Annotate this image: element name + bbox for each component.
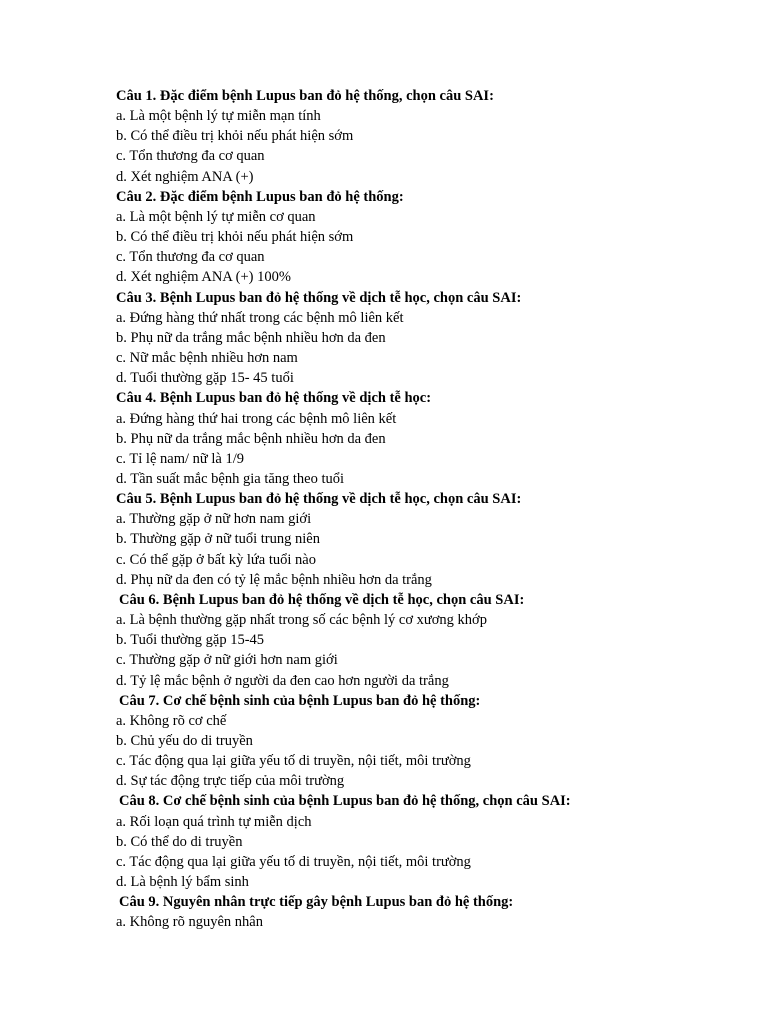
question-title: Câu 9. Nguyên nhân trực tiếp gây bệnh Lupus ban đỏ hệ thống: <box>119 894 514 911</box>
answer-option: a. Rối loạn quá trình tự miễn dịch <box>116 813 312 830</box>
answer-option: d. Xét nghiệm ANA (+) <box>116 168 254 185</box>
answer-option: a. Là một bệnh lý tự miễn cơ quan <box>116 208 316 225</box>
answer-option: a. Là bệnh thường gặp nhất trong số các bệnh lý cơ xương khớp <box>116 612 487 629</box>
answer-option: c. Nữ mắc bệnh nhiều hơn nam <box>116 350 298 367</box>
question-title: Câu 2. Đặc điểm bệnh Lupus ban đỏ hệ thống: <box>116 188 404 205</box>
question-title: Câu 6. Bệnh Lupus ban đỏ hệ thống về dịch tễ học, chọn câu SAI: <box>119 591 525 608</box>
answer-option: b. Phụ nữ da trắng mắc bệnh nhiều hơn da đen <box>116 329 386 346</box>
answer-option: c. Tổn thương đa cơ quan <box>116 148 265 165</box>
answer-option: d. Tỷ lệ mắc bệnh ở người da đen cao hơn người da trắng <box>116 672 449 689</box>
question-5 <box>116 489 736 590</box>
question-title: Câu 7. Cơ chế bệnh sinh của bệnh Lupus ban đỏ hệ thống: <box>119 692 481 709</box>
answer-option: d. Là bệnh lý bẩm sinh <box>116 874 249 891</box>
answer-option: c. Có thể gặp ở bất kỳ lứa tuổi nào <box>116 551 316 568</box>
answer-option: b. Có thể điều trị khỏi nếu phát hiện sớm <box>116 229 354 246</box>
question-9 <box>116 892 736 932</box>
answer-option: c. Tổn thương đa cơ quan <box>116 249 265 266</box>
answer-option: b. Chủ yếu do di truyền <box>116 733 253 749</box>
question-1 <box>116 86 736 187</box>
question-title: Câu 4. Bệnh Lupus ban đỏ hệ thống về dịch tễ học: <box>116 390 432 407</box>
answer-option: a. Không rõ cơ chế <box>116 712 227 729</box>
answer-option: d. Sự tác động trực tiếp của môi trường <box>116 773 345 790</box>
answer-option: d. Phụ nữ da đen có tỷ lệ mắc bệnh nhiều hơn da trắng <box>116 571 432 588</box>
question-title: Câu 8. Cơ chế bệnh sinh của bệnh Lupus ban đỏ hệ thống, chọn câu SAI: <box>119 793 571 810</box>
answer-option: a. Là một bệnh lý tự miễn mạn tính <box>116 108 321 125</box>
question-title: Câu 3. Bệnh Lupus ban đỏ hệ thống về dịch tễ học, chọn câu SAI: <box>116 289 522 306</box>
question-6 <box>116 590 736 691</box>
answer-option: b. Thường gặp ở nữ tuổi trung niên <box>116 531 320 548</box>
answer-option: c. Tỉ lệ nam/ nữ là 1/9 <box>116 450 244 467</box>
answer-option: c. Thường gặp ở nữ giới hơn nam giới <box>116 652 338 669</box>
answer-option: a. Thường gặp ở nữ hơn nam giới <box>116 511 312 528</box>
answer-option: b. Có thể do di truyền <box>116 833 243 850</box>
question-8 <box>116 791 736 892</box>
question-3 <box>116 288 736 389</box>
answer-option: b. Phụ nữ da trắng mắc bệnh nhiều hơn da đen <box>116 430 386 447</box>
document-page <box>116 86 736 933</box>
answer-option: b. Tuổi thường gặp 15-45 <box>116 632 265 649</box>
answer-option: d. Tuổi thường gặp 15- 45 tuổi <box>116 370 294 387</box>
answer-option: b. Có thể điều trị khỏi nếu phát hiện sớm <box>116 128 354 145</box>
question-7 <box>116 691 736 792</box>
answer-option: c. Tác động qua lại giữa yếu tố di truyền, nội tiết, môi trường <box>116 753 471 770</box>
answer-option: c. Tác động qua lại giữa yếu tố di truyền, nội tiết, môi trường <box>116 853 471 870</box>
answer-option: a. Đứng hàng thứ nhất trong các bệnh mô liên kết <box>116 309 404 326</box>
question-4 <box>116 388 736 489</box>
question-2 <box>116 187 736 288</box>
answer-option: a. Đứng hàng thứ hai trong các bệnh mô liên kết <box>116 410 397 427</box>
answer-option: a. Không rõ nguyên nhân <box>116 914 263 931</box>
question-title: Câu 5. Bệnh Lupus ban đỏ hệ thống về dịch tễ học, chọn câu SAI: <box>116 491 522 508</box>
answer-option: d. Tần suất mắc bệnh gia tăng theo tuổi <box>116 470 345 487</box>
answer-option: d. Xét nghiệm ANA (+) 100% <box>116 269 291 286</box>
question-title: Câu 1. Đặc điểm bệnh Lupus ban đỏ hệ thống, chọn câu SAI: <box>116 88 494 104</box>
